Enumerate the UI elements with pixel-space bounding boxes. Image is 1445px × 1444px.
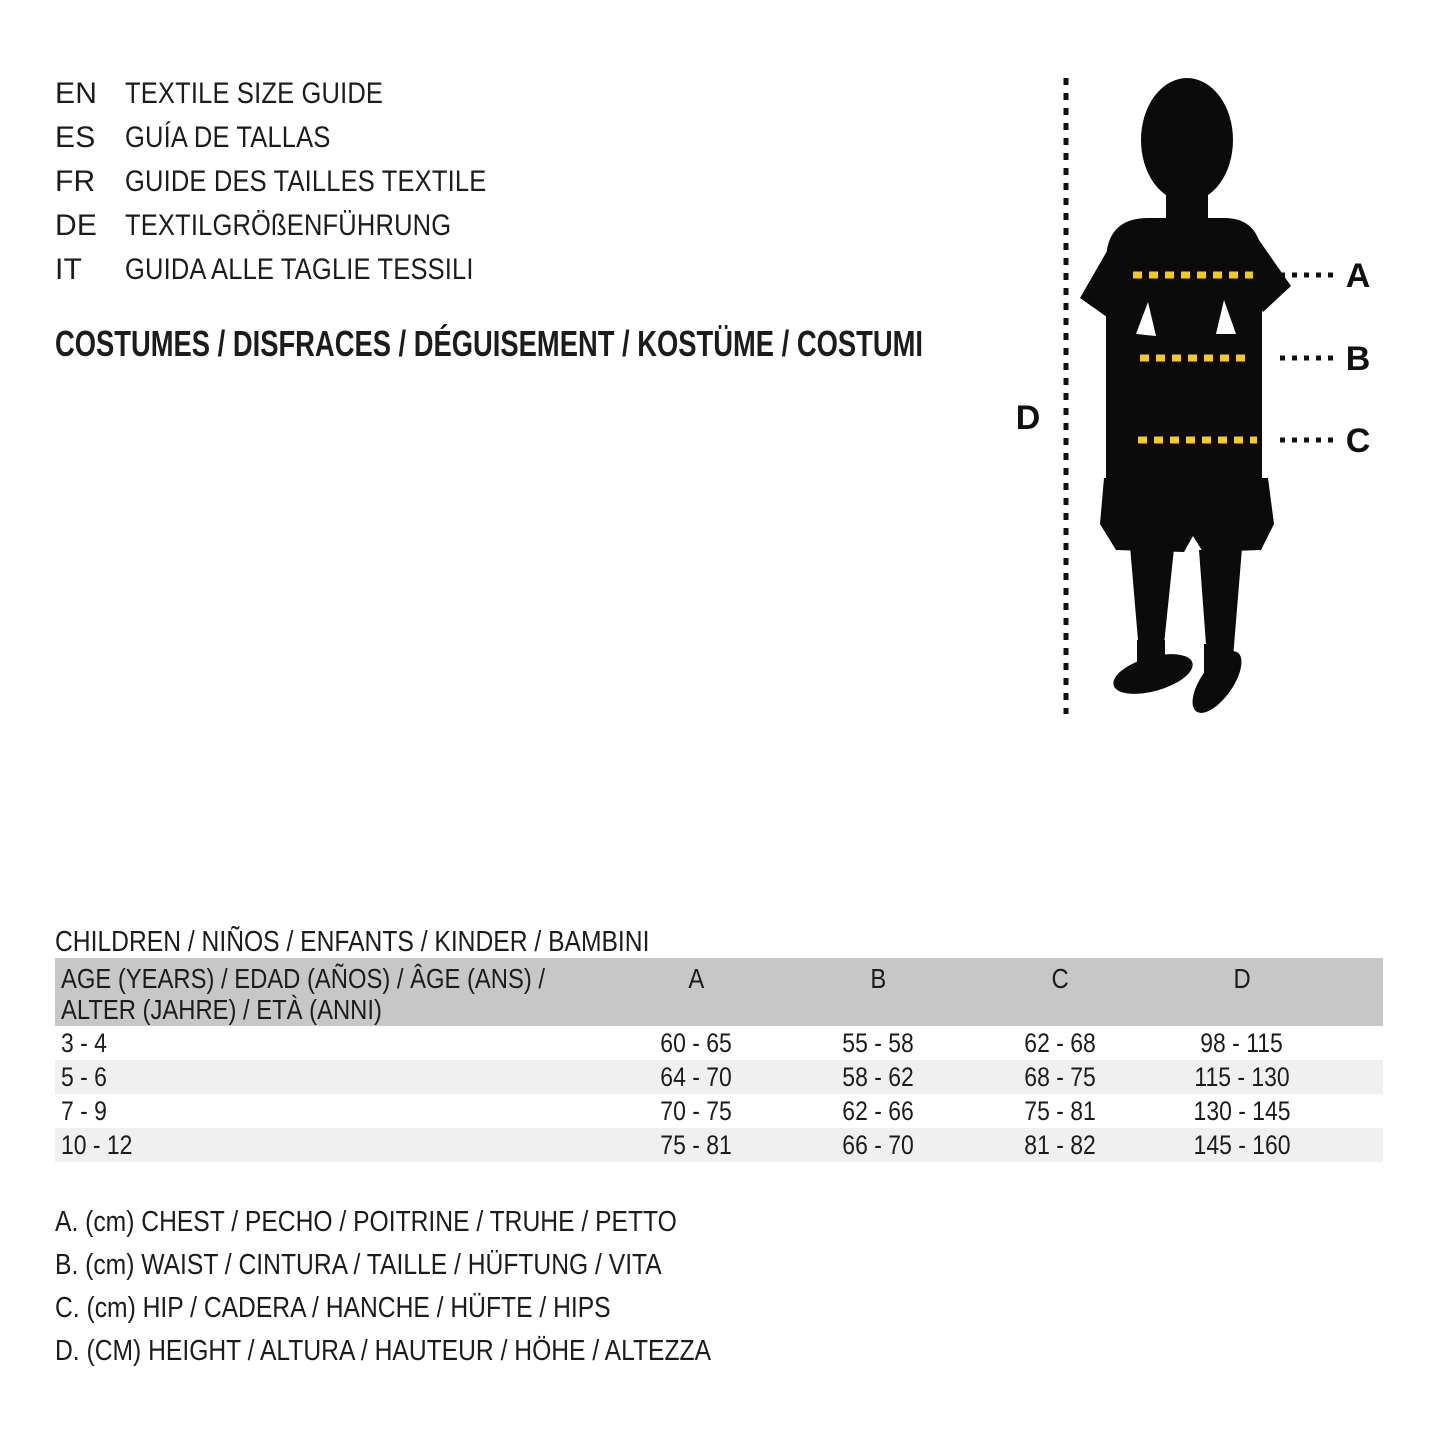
column-header-d: D: [1151, 958, 1333, 1026]
age-header-line1: AGE (YEARS) / EDAD (AÑOS) / ÂGE (ANS) /: [61, 963, 546, 994]
label-connector-lines: [1280, 275, 1334, 440]
language-code: FR: [55, 165, 96, 198]
size-table-header-row: [55, 958, 1383, 1026]
children-section-title: [55, 926, 754, 959]
column-header-a: A: [605, 958, 787, 1026]
children-size-table: [55, 958, 1383, 1162]
language-code: DE: [55, 209, 98, 242]
waist-cell: 62 - 66: [842, 1095, 914, 1126]
height-cell: 130 - 145: [1193, 1095, 1291, 1126]
language-title: GUÍA DE TALLAS: [125, 121, 331, 154]
child-silhouette-figure: [990, 60, 1445, 720]
language-row-en: [55, 72, 550, 116]
hip-cell: 68 - 75: [1024, 1061, 1096, 1092]
language-title-list: [55, 72, 550, 292]
table-row: [55, 1094, 1383, 1128]
child-silhouette: [1080, 78, 1291, 720]
measurement-figure: [990, 60, 1445, 720]
label-a: A: [1345, 257, 1371, 295]
height-cell: 98 - 115: [1200, 1027, 1284, 1058]
language-code: IT: [55, 253, 83, 286]
language-code: EN: [55, 77, 98, 110]
height-cell: 145 - 160: [1193, 1129, 1291, 1160]
language-row-fr: [55, 160, 550, 204]
hip-cell: 75 - 81: [1024, 1095, 1096, 1126]
hip-cell: 62 - 68: [1024, 1027, 1096, 1058]
age-column-header: [55, 958, 605, 1026]
language-title: GUIDE DES TAILLES TEXTILE: [125, 165, 487, 198]
language-title: TEXTILGRÖßENFÜHRUNG: [125, 209, 452, 242]
legend-chest: A. (cm) CHEST / PECHO / POITRINE / TRUHE / PETTO: [55, 1206, 677, 1238]
age-cell: 5 - 6: [61, 1061, 107, 1092]
height-cell: 115 - 130: [1194, 1061, 1290, 1092]
spacer-cell: [1333, 1128, 1383, 1162]
table-row: [55, 1026, 1383, 1060]
measurement-legend: [55, 1201, 827, 1373]
chest-cell: 70 - 75: [660, 1095, 732, 1126]
table-row: [55, 1128, 1383, 1162]
column-header-spacer: [1333, 958, 1383, 1026]
legend-height: D. (CM) HEIGHT / ALTURA / HAUTEUR / HÖHE / ALTEZZA: [55, 1335, 712, 1367]
age-cell: 7 - 9: [61, 1095, 107, 1126]
column-header-b: B: [787, 958, 969, 1026]
column-header-c: C: [969, 958, 1151, 1026]
hip-cell: 81 - 82: [1024, 1129, 1096, 1160]
chest-cell: 64 - 70: [660, 1061, 732, 1092]
waist-cell: 58 - 62: [842, 1061, 914, 1092]
spacer-cell: [1333, 1094, 1383, 1128]
label-d: D: [1015, 399, 1041, 437]
waist-cell: 55 - 58: [842, 1027, 914, 1058]
age-cell: 3 - 4: [61, 1027, 107, 1058]
age-header-line2: ALTER (JAHRE) / ETÀ (ANNI): [61, 994, 382, 1025]
legend-hip: C. (cm) HIP / CADERA / HANCHE / HÜFTE / HIPS: [55, 1292, 611, 1324]
waist-cell: 66 - 70: [842, 1129, 914, 1160]
category-title: COSTUMES / DISFRACES / DÉGUISEMENT / KOSTÜME / COSTUMI: [55, 323, 923, 364]
label-b: B: [1345, 340, 1371, 378]
spacer-cell: [1333, 1026, 1383, 1060]
chest-cell: 75 - 81: [660, 1129, 732, 1160]
language-title: TEXTILE SIZE GUIDE: [125, 77, 384, 110]
age-cell: 10 - 12: [61, 1129, 133, 1160]
language-title: GUIDA ALLE TAGLIE TESSILI: [125, 253, 474, 286]
language-row-es: [55, 116, 550, 160]
table-row: [55, 1060, 1383, 1094]
chest-cell: 60 - 65: [660, 1027, 732, 1058]
legend-waist: B. (cm) WAIST / CINTURA / TAILLE / HÜFTUNG / VITA: [55, 1249, 662, 1281]
children-section-title-text: CHILDREN / NIÑOS / ENFANTS / KINDER / BAMBINI: [55, 926, 650, 958]
label-c: C: [1345, 422, 1371, 460]
language-row-it: [55, 248, 550, 292]
language-code: ES: [55, 121, 96, 154]
spacer-cell: [1333, 1060, 1383, 1094]
language-row-de: [55, 204, 550, 248]
